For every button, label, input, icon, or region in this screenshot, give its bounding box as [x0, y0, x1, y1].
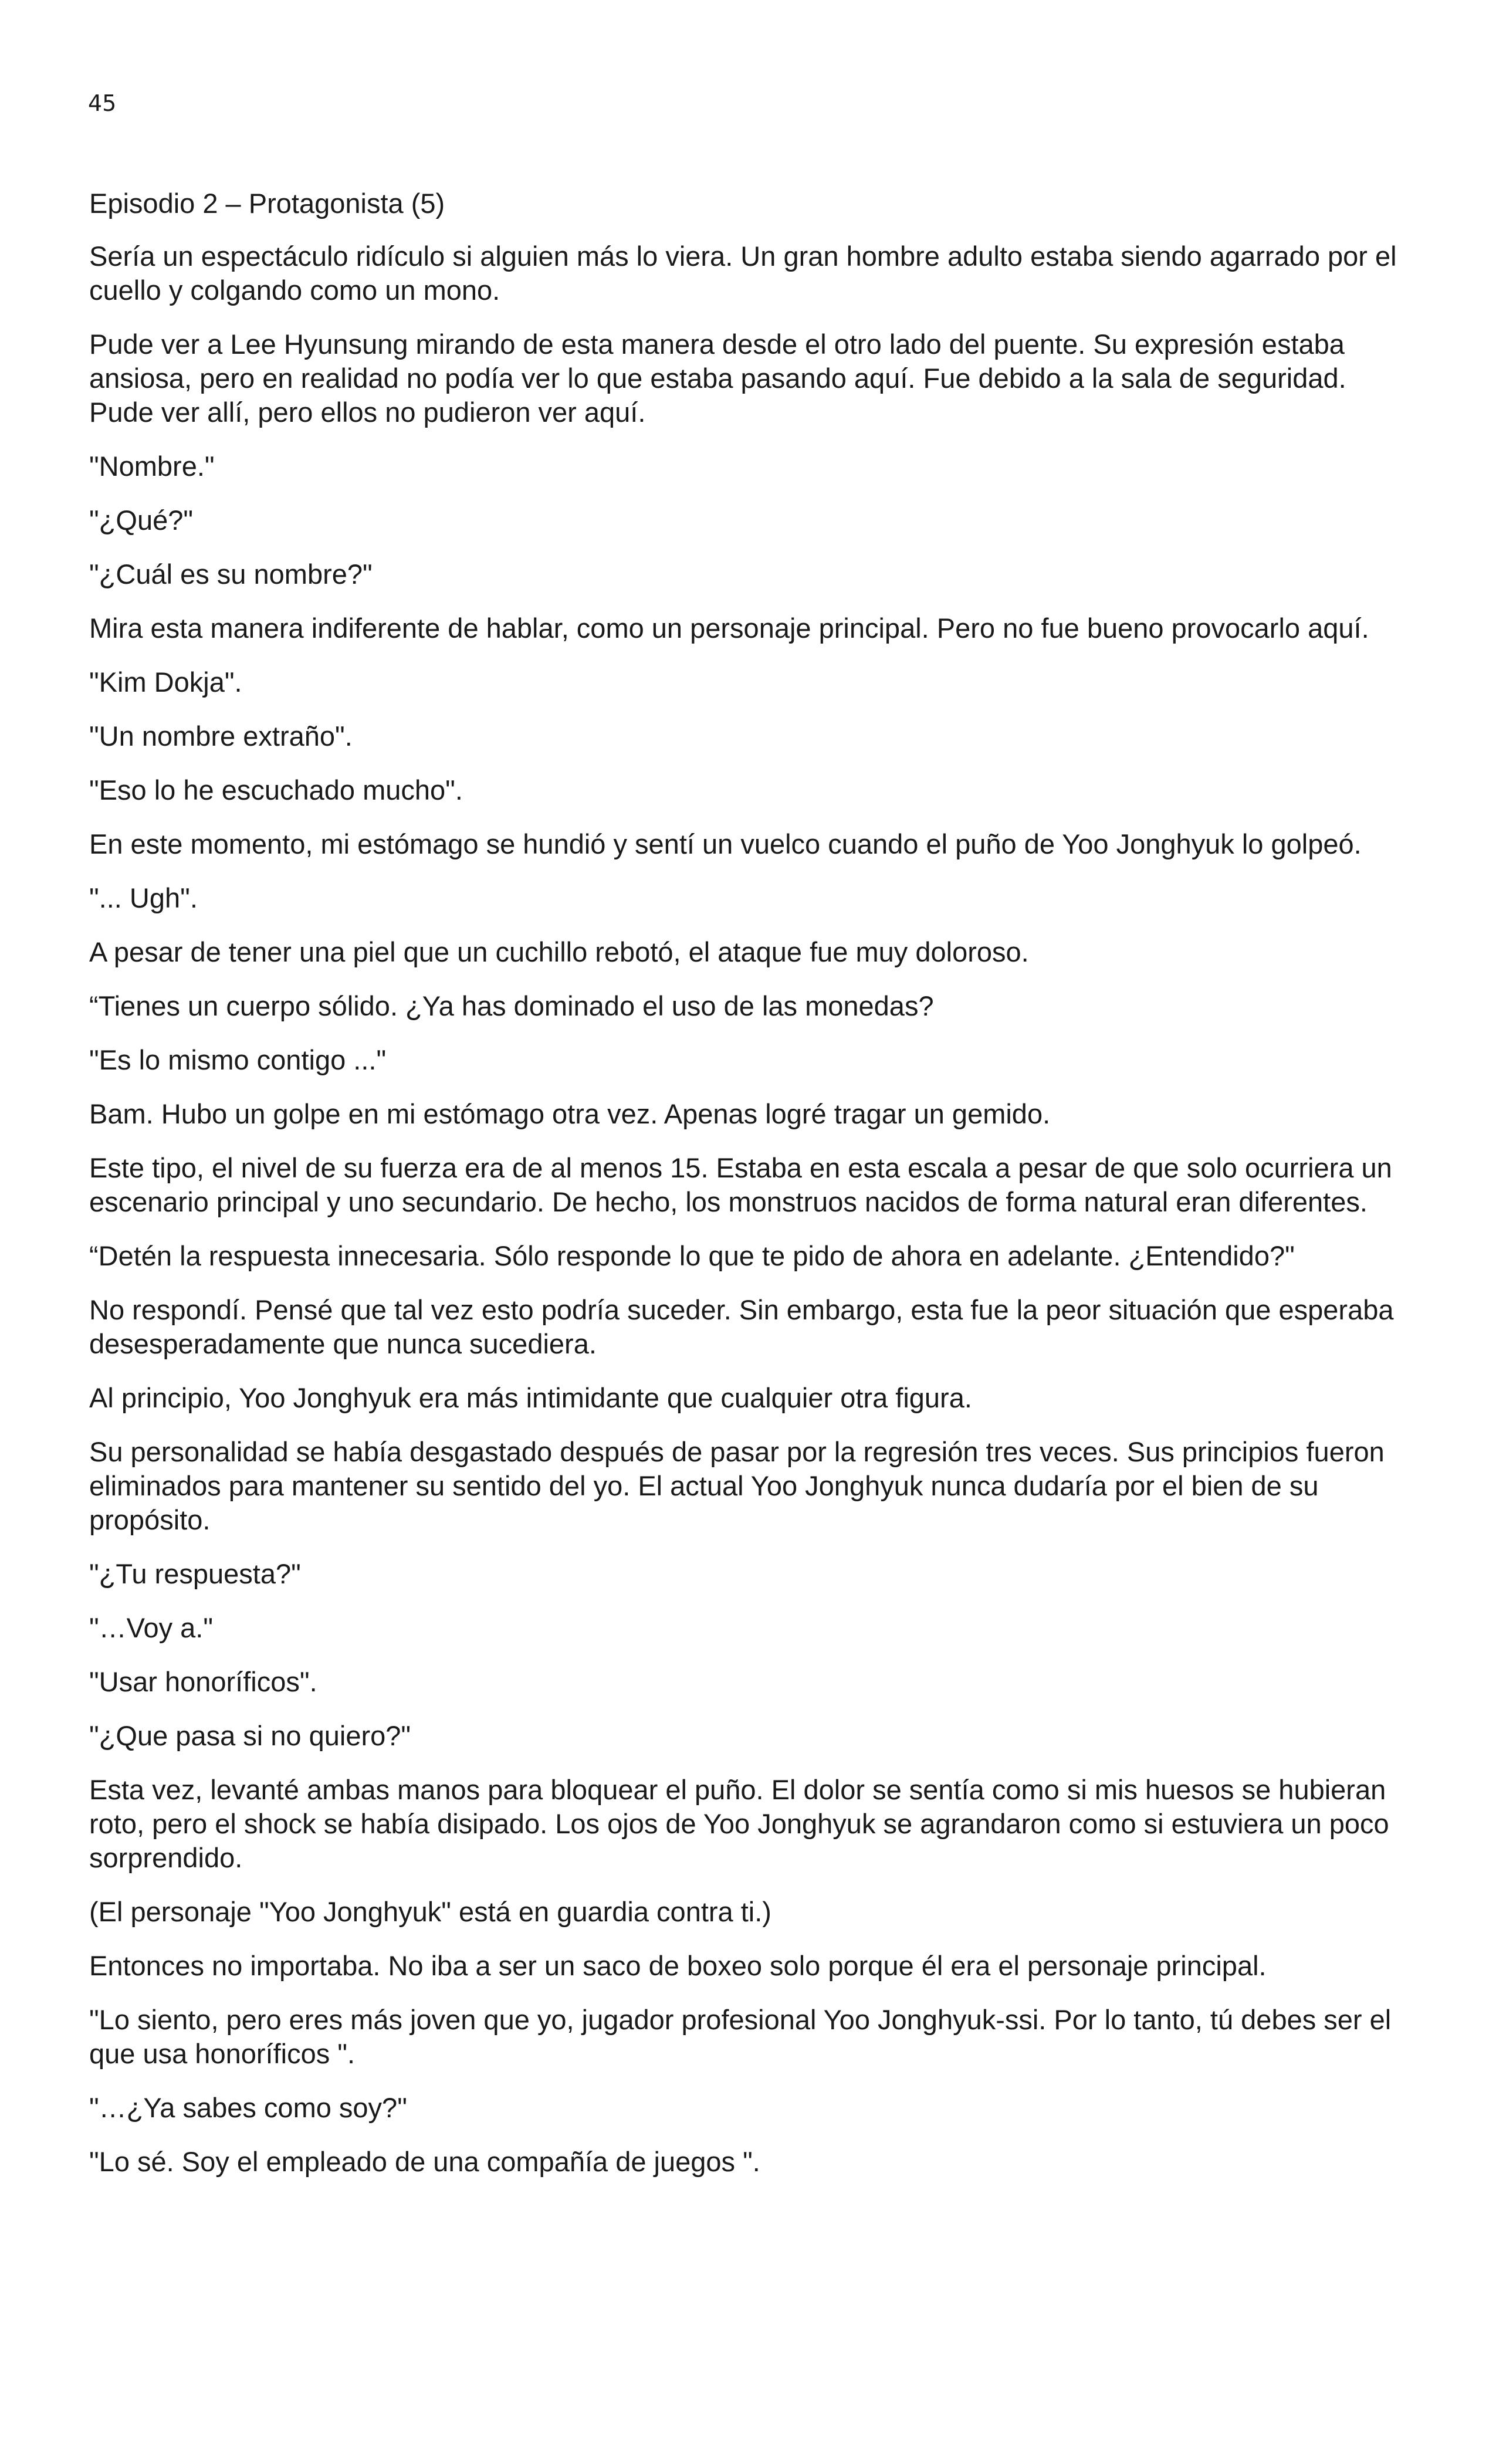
- paragraph: "¿Que pasa si no quiero?": [89, 1720, 411, 1751]
- paragraph: Pude ver a Lee Hyunsung mirando de esta manera desde el otro lado del puente. Su expresión estaba ansiosa, pero en realidad no podía ver lo que estaba pasando aquí. Fue debido a la sala de seguridad. Pude ver allí, pero ellos no pudieron ver aquí.: [89, 329, 1346, 428]
- paragraph: En este momento, mi estómago se hundió y sentí un vuelco cuando el puño de Yoo Jonghyuk lo golpeó.: [89, 828, 1362, 859]
- paragraph: "Eso lo he escuchado mucho".: [89, 774, 463, 805]
- paragraph: “Detén la respuesta innecesaria. Sólo responde lo que te pido de ahora en adelante. ¿Entendido?": [89, 1240, 1295, 1271]
- paragraph: “Tienes un cuerpo sólido. ¿Ya has dominado el uso de las monedas?: [89, 990, 934, 1021]
- paragraph: Al principio, Yoo Jonghyuk era más intimidante que cualquier otra figura.: [89, 1382, 972, 1413]
- paragraph: "¿Tu respuesta?": [89, 1558, 301, 1589]
- paragraph: "Kim Dokja".: [89, 666, 242, 698]
- paragraph: "Lo sé. Soy el empleado de una compañía de juegos ".: [89, 2146, 760, 2177]
- paragraph: Esta vez, levanté ambas manos para bloquear el puño. El dolor se sentía como si mis huesos se hubieran roto, pero el shock se había disipado. Los ojos de Yoo Jonghyuk se agrandaron como si estuviera un poco sorprendido.: [89, 1774, 1389, 1873]
- paragraph: Su personalidad se había desgastado después de pasar por la regresión tres veces. Sus principios fueron eliminados para mantener su sentido del yo. El actual Yoo Jonghyuk nunca dudaría por el bien de su propósito.: [89, 1436, 1385, 1535]
- paragraph: A pesar de tener una piel que un cuchillo rebotó, el ataque fue muy doloroso.: [89, 936, 1029, 967]
- episode-title: Episodio 2 – Protagonista (5): [89, 188, 445, 219]
- paragraph: (El personaje "Yoo Jonghyuk" está en guardia contra ti.): [89, 1896, 771, 1927]
- paragraph: "…¿Ya sabes como soy?": [89, 2092, 407, 2123]
- paragraph: "¿Cuál es su nombre?": [89, 559, 373, 590]
- paragraph: "... Ugh".: [89, 882, 198, 913]
- document-body: [89, 187, 1415, 2199]
- paragraph: Bam. Hubo un golpe en mi estómago otra vez. Apenas logré tragar un gemido.: [89, 1098, 1051, 1129]
- paragraph: Este tipo, el nivel de su fuerza era de al menos 15. Estaba en esta escala a pesar de que solo ocurriera un escenario principal y uno secundario. De hecho, los monstruos nacidos de forma natural eran diferentes.: [89, 1152, 1392, 1217]
- paragraph: "Usar honoríficos".: [89, 1666, 317, 1697]
- paragraph: "Nombre.": [89, 451, 215, 482]
- paragraph: "¿Qué?": [89, 505, 194, 536]
- paragraph: "Lo siento, pero eres más joven que yo, jugador profesional Yoo Jonghyuk-ssi. Por lo tanto, tú debes ser el que usa honoríficos ".: [89, 2004, 1392, 2069]
- paragraph: Entonces no importaba. No iba a ser un saco de boxeo solo porque él era el personaje principal.: [89, 1950, 1267, 1981]
- paragraph: No respondí. Pensé que tal vez esto podría suceder. Sin embargo, esta fue la peor situación que esperaba desesperadamente que nunca sucediera.: [89, 1294, 1394, 1359]
- paragraph: "…Voy a.": [89, 1612, 214, 1643]
- paragraph: Sería un espectáculo ridículo si alguien más lo viera. Un gran hombre adulto estaba siendo agarrado por el cuello y colgando como un mono.: [89, 241, 1397, 306]
- paragraph: Mira esta manera indiferente de hablar, como un personaje principal. Pero no fue bueno provocarlo aquí.: [89, 612, 1369, 644]
- paragraph: "Es lo mismo contigo ...": [89, 1044, 387, 1075]
- page-number: 45: [88, 90, 117, 116]
- paragraph: "Un nombre extraño".: [89, 720, 353, 752]
